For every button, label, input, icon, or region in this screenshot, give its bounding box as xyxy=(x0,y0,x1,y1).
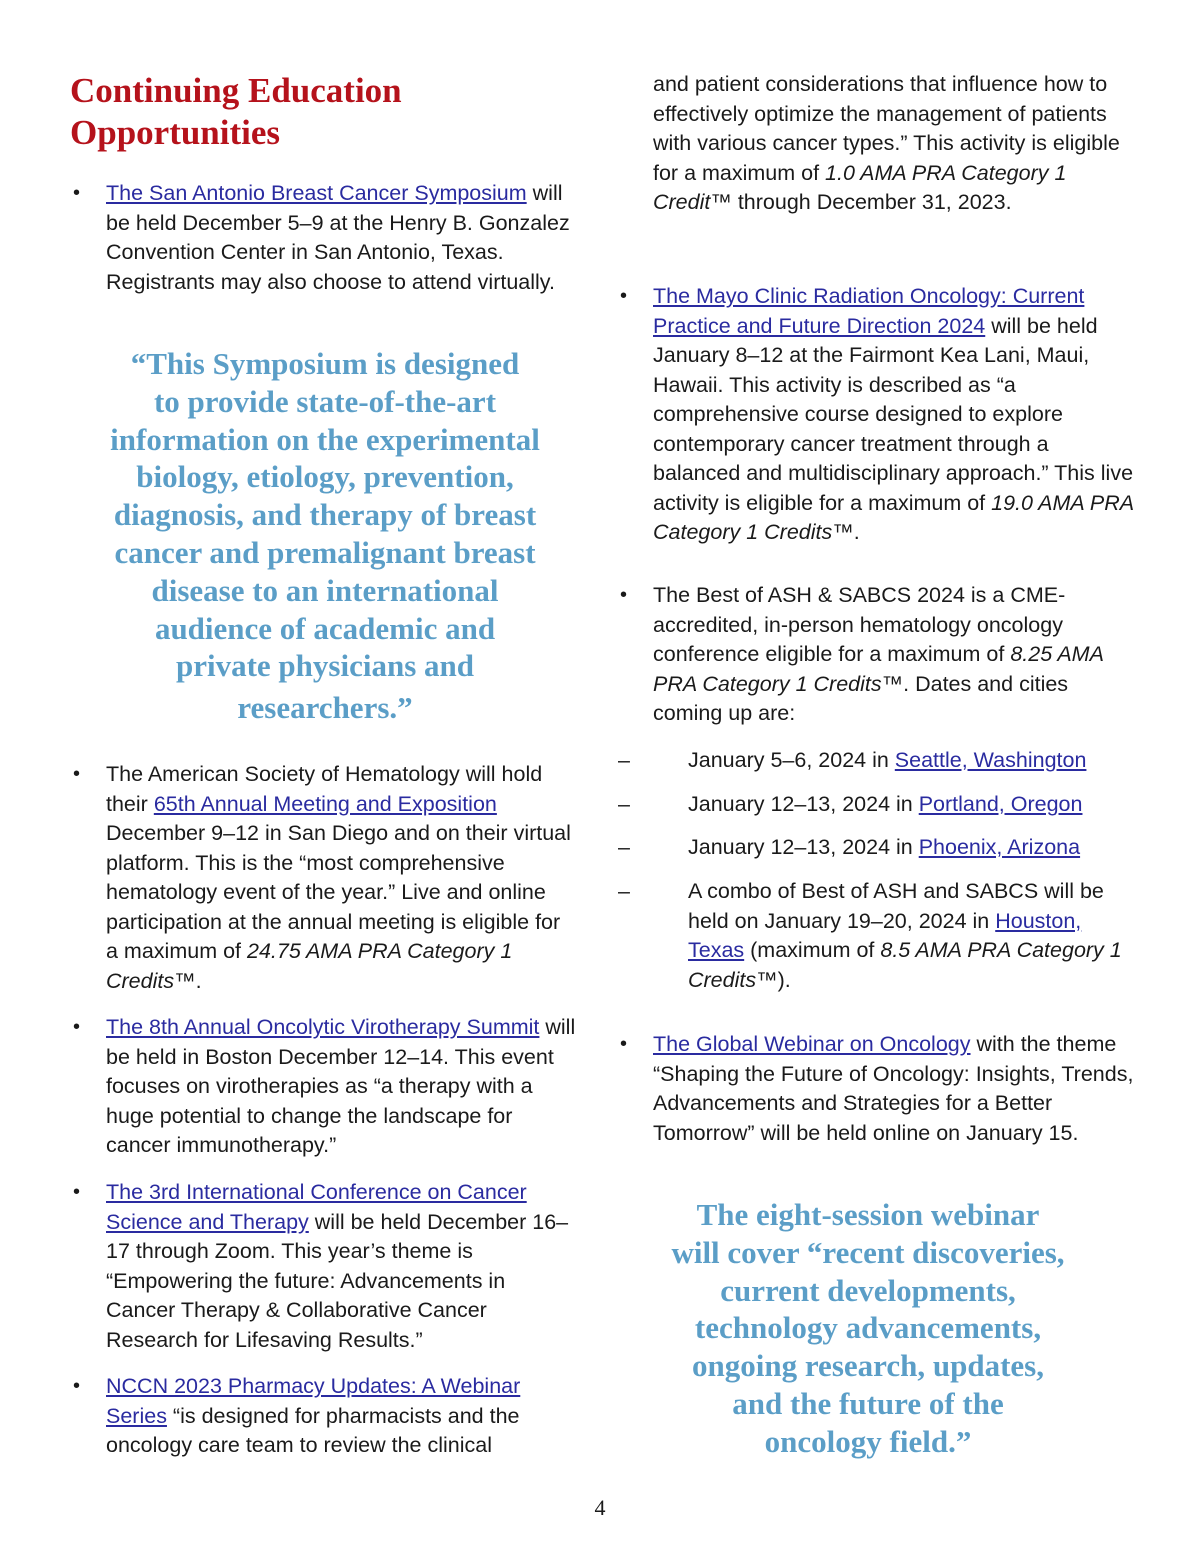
pull-quote-line: diagnosis, and therapy of breast xyxy=(113,497,537,533)
list-item-global-webinar xyxy=(620,1030,1139,1148)
link-sabcs[interactable]: The San Antonio Breast Cancer Symposium xyxy=(106,181,527,205)
bullet: • xyxy=(73,763,81,785)
tm-text: ™). xyxy=(756,967,791,992)
list-item-virotherapy xyxy=(73,1013,576,1161)
bullet: • xyxy=(620,584,628,606)
bullet: • xyxy=(73,1181,81,1203)
link-nccn-webinar[interactable]: NCCN 2023 Pharmacy Updates: A Webinar Series xyxy=(106,1374,521,1428)
pull-quote-line: to provide state-of-the-art xyxy=(153,383,497,419)
item-text: and patient considerations that influence how to effectively optimize the management of patients with various cancer types.” This activity is eligible for a maximum of xyxy=(653,72,1120,185)
date-text: A combo of Best of ASH and SABCS will be held on January 19–20, 2024 in xyxy=(688,879,1104,933)
date-text: January 5–6, 2024 in xyxy=(688,748,895,772)
link-global-webinar[interactable]: The Global Webinar on Oncology xyxy=(653,1032,971,1056)
credit-text: 24.75 AMA PRA Category 1 Credits xyxy=(106,939,513,993)
list-item-nccn xyxy=(73,1372,576,1461)
page-title-line1: Continuing Education xyxy=(70,71,402,110)
link-mayo-clinic[interactable]: The Mayo Clinic Radiation Oncology: Current Practice and Future Direction 2024 xyxy=(653,284,1085,338)
pull-quote-line: biology, etiology, prevention, xyxy=(136,459,514,495)
tm-text: ™. xyxy=(174,968,202,993)
item-text: December 9–12 in San Diego and on their virtual platform. This is the “most comprehensive hematology event of the year.” Live and online participation at the annual meeting is eligible for a maximum of xyxy=(106,821,571,963)
link-houston[interactable]: Houston, Texas xyxy=(688,908,1082,962)
credit-text: 19.0 AMA PRA Category 1 Credits xyxy=(653,490,1134,544)
item-text: ™. Dates and cities coming up are: xyxy=(653,671,1069,725)
link-cancer-conference[interactable]: The 3rd International Conference on Cancer Science and Therapy xyxy=(106,1180,527,1234)
pull-quote-line: disease to an international xyxy=(151,572,499,608)
pull-quote-line: will cover “recent discoveries, xyxy=(671,1234,1065,1270)
dash: – xyxy=(618,792,630,816)
tm-text: ™. xyxy=(832,520,860,544)
pull-quote-line: researchers.” xyxy=(237,690,413,726)
item-text: will be held December 5–9 at the Henry B. Gonzalez Convention Center in San Antonio, Texas. Registrants may also choose to attend virtually. xyxy=(106,181,570,294)
link-phoenix[interactable]: Phoenix, Arizona xyxy=(918,835,1081,859)
item-text: “is designed for pharmacists and the oncology care team to review the clinical xyxy=(106,1403,520,1457)
pull-quote-line: private physicians and xyxy=(175,648,474,684)
date-text: January 12–13, 2024 in xyxy=(688,792,919,816)
bullet: • xyxy=(73,1375,81,1397)
date-text: January 12–13, 2024 in xyxy=(688,835,919,859)
item-text: will be held December 16–17 through Zoom. This year’s theme is “Empowering the future: Advancements in Cancer Therapy & Collaborative Cancer Research for Lifesaving Results.” xyxy=(106,1209,569,1352)
item-text: with the theme “Shaping the Future of Oncology: Insights, Trends, Advancements and Strategies for a Better Tomorrow” will be held online on January 15. xyxy=(653,1032,1134,1145)
pull-quote-line: information on the experimental xyxy=(110,421,540,457)
item-text: The American Society of Hematology will hold their xyxy=(106,762,543,816)
pull-quote-line: cancer and premalignant breast xyxy=(114,534,536,570)
item-text: The Best of ASH & SABCS 2024 is a CME-accredited, in-person hematology oncology conference eligible for a maximum of xyxy=(653,583,1066,666)
page-title xyxy=(70,70,570,154)
pull-quote-line: The eight-session webinar xyxy=(696,1197,1040,1232)
item-text: ™ through December 31, 2023. xyxy=(710,190,1012,214)
pull-quote-webinar xyxy=(648,1196,1088,1461)
list-item-ash xyxy=(73,760,576,996)
bullet: • xyxy=(620,285,628,307)
link-seattle[interactable]: Seattle, Washington xyxy=(894,748,1087,772)
list-item-sabcs xyxy=(73,179,576,297)
credit-text: 8.25 AMA PRA Category 1 Credits xyxy=(653,642,1104,696)
link-virotherapy-summit[interactable]: The 8th Annual Oncolytic Virotherapy Summit xyxy=(106,1015,540,1039)
bullet: • xyxy=(73,182,81,204)
credit-text: 8.5 AMA PRA Category 1 Credits xyxy=(688,938,1122,992)
dash: – xyxy=(618,748,630,772)
credit-text: 1.0 AMA PRA Category 1 Credit xyxy=(653,160,1067,214)
list-item-mayo xyxy=(620,282,1139,548)
bullet: • xyxy=(620,1033,628,1055)
pull-quote-sabcs xyxy=(80,345,570,727)
pull-quote-line: audience of academic and xyxy=(154,610,496,646)
list-item-nccn-continued xyxy=(653,70,1139,218)
list-item-conference xyxy=(73,1178,576,1355)
pull-quote-line: technology advancements, xyxy=(694,1310,1042,1346)
pull-quote-line: current developments, xyxy=(720,1272,1016,1308)
pull-quote-line: and the future of the xyxy=(732,1385,1004,1421)
dash: – xyxy=(618,879,630,903)
page-title-line2: Opportunities xyxy=(70,113,281,152)
date-text: (maximum of xyxy=(744,938,881,962)
dash: – xyxy=(618,835,630,859)
link-portland[interactable]: Portland, Oregon xyxy=(918,792,1083,816)
pull-quote-line: ongoing research, updates, xyxy=(692,1348,1044,1384)
page-number: 4 xyxy=(594,1495,606,1520)
item-text: will be held in Boston December 12–14. This event focuses on virotherapies as “a therapy with a huge potential to change the landscape for cancer immunotherapy.” xyxy=(106,1015,576,1157)
pull-quote-line: oncology field.” xyxy=(764,1423,972,1459)
bullet: • xyxy=(73,1016,81,1038)
pull-quote-line: “This Symposium is designed xyxy=(130,346,520,381)
item-text: will be held January 8–12 at the Fairmont Kea Lani, Maui, Hawaii. This activity is described as “a comprehensive course designed to explore contemporary cancer treatment through a balanced and multidisciplinary approach.” This live activity is eligible for a maximum of xyxy=(653,313,1134,515)
list-item-best-of-ash xyxy=(620,581,1139,729)
link-ash-annual-meeting[interactable]: 65th Annual Meeting and Exposition xyxy=(153,791,497,816)
